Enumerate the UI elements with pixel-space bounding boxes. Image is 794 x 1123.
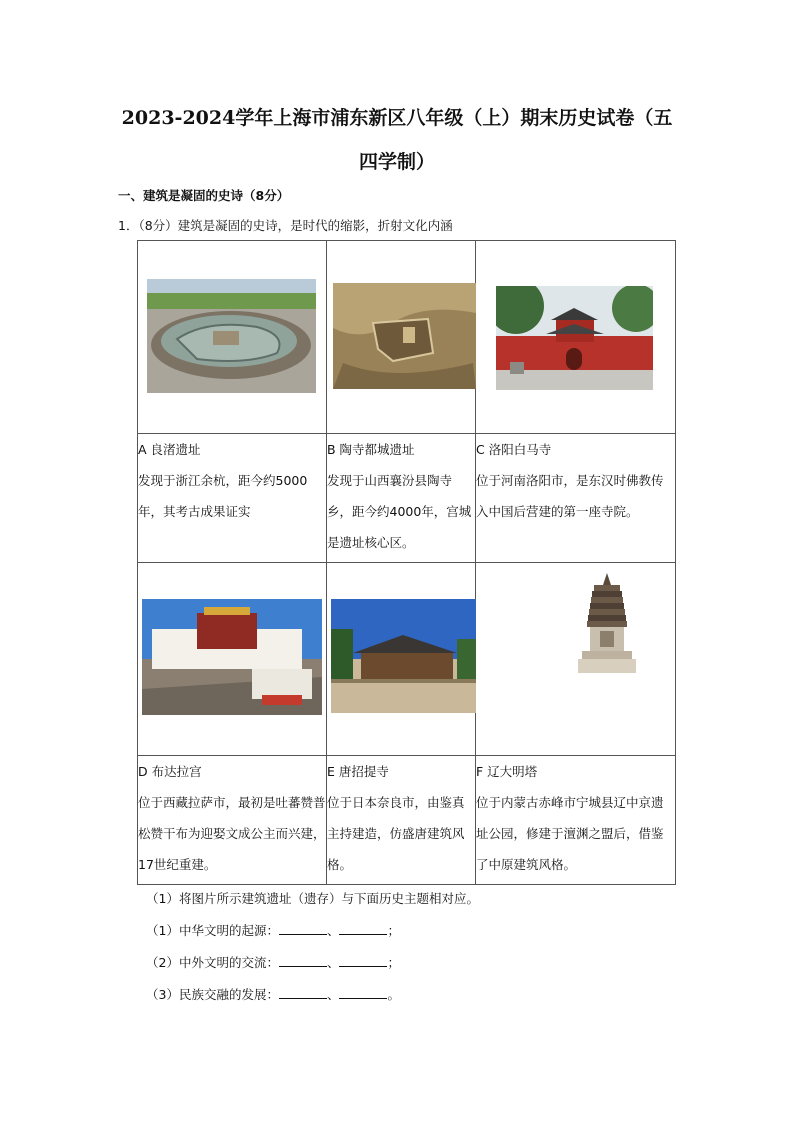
site-name-d: D 布达拉宫 — [138, 764, 202, 779]
subquestion-2-prefix: （2）中外文明的交流： — [146, 955, 279, 970]
subquestion-2-sep: 、 — [326, 955, 340, 970]
subquestion-3 — [146, 985, 400, 1003]
image-cell-e — [327, 563, 476, 756]
answer-blank-2b[interactable] — [339, 955, 387, 967]
site-desc-f: 位于内蒙古赤峰市宁城县辽中京遗址公园，修建于澶渊之盟后，借鉴了中原建筑风格。 — [476, 795, 664, 872]
site-name-a: A 良渚遗址 — [138, 442, 201, 457]
site-desc-e: 位于日本奈良市，由鉴真主持建造，仿盛唐建筑风格。 — [327, 795, 465, 872]
site-name-b: B 陶寺都城遗址 — [327, 442, 415, 457]
answer-blank-1a[interactable] — [279, 923, 327, 935]
image-cell-d — [138, 563, 327, 756]
answer-blank-3a[interactable] — [279, 987, 327, 999]
image-cell-c — [476, 241, 676, 434]
subquestion-3-prefix: （3）民族交融的发展： — [146, 987, 279, 1002]
subquestion-3-end: 。 — [387, 987, 400, 1002]
potala-palace-image — [142, 599, 322, 715]
baima-temple-image — [496, 286, 653, 390]
instruction-text: （1）将图片所示建筑遗址（遗存）与下面历史主题相对应。 — [146, 891, 479, 906]
image-cell-f — [476, 563, 676, 756]
daming-pagoda-image — [574, 571, 640, 683]
exam-title — [110, 96, 684, 184]
site-cell-b — [327, 434, 476, 563]
subquestion-1-prefix: （1）中华文明的起源： — [146, 923, 279, 938]
site-desc-a: 发现于浙江余杭，距今约5000年，其考古成果证实 — [138, 473, 308, 519]
taosi-site-image — [333, 283, 476, 389]
subquestion-3-sep: 、 — [326, 987, 340, 1002]
site-name-e: E 唐招提寺 — [327, 764, 389, 779]
sites-table — [137, 240, 676, 885]
answer-blank-1b[interactable] — [339, 923, 387, 935]
site-cell-a — [138, 434, 327, 563]
answer-blank-3b[interactable] — [339, 987, 387, 999]
subquestion-2-end: ； — [387, 955, 400, 970]
site-cell-e — [327, 756, 476, 885]
site-name-f: F 辽大明塔 — [476, 764, 538, 779]
question-stem: 1．（8分）建筑是凝固的史诗，是时代的缩影，折射文化内涵 — [118, 218, 453, 233]
subquestion-1-end: ； — [387, 923, 400, 938]
site-desc-b: 发现于山西襄汾县陶寺乡，距今约4000年，宫城是遗址核心区。 — [327, 473, 472, 550]
subquestion-1 — [146, 921, 400, 939]
site-cell-c — [476, 434, 676, 563]
subquestion-1-sep: 、 — [326, 923, 340, 938]
image-cell-b — [327, 241, 476, 434]
answer-blank-2a[interactable] — [279, 955, 327, 967]
subquestion-2 — [146, 953, 400, 971]
title-line-1: 2023-2024学年上海市浦东新区八年级（上）期末历史试卷（五 — [121, 107, 673, 129]
site-desc-d: 位于西藏拉萨市，最初是吐蕃赞普松赞干布为迎娶文成公主而兴建，17世纪重建。 — [138, 795, 326, 872]
image-cell-a — [138, 241, 327, 434]
site-cell-f — [476, 756, 676, 885]
liangzhu-site-image — [147, 279, 316, 393]
site-desc-c: 位于河南洛阳市，是东汉时佛教传入中国后营建的第一座寺院。 — [476, 473, 664, 519]
site-name-c: C 洛阳白马寺 — [476, 442, 552, 457]
toshodaiji-image — [331, 599, 476, 713]
title-line-2: 四学制） — [358, 151, 435, 173]
site-cell-d — [138, 756, 327, 885]
section-heading: 一、建筑是凝固的史诗（8分） — [118, 188, 290, 203]
